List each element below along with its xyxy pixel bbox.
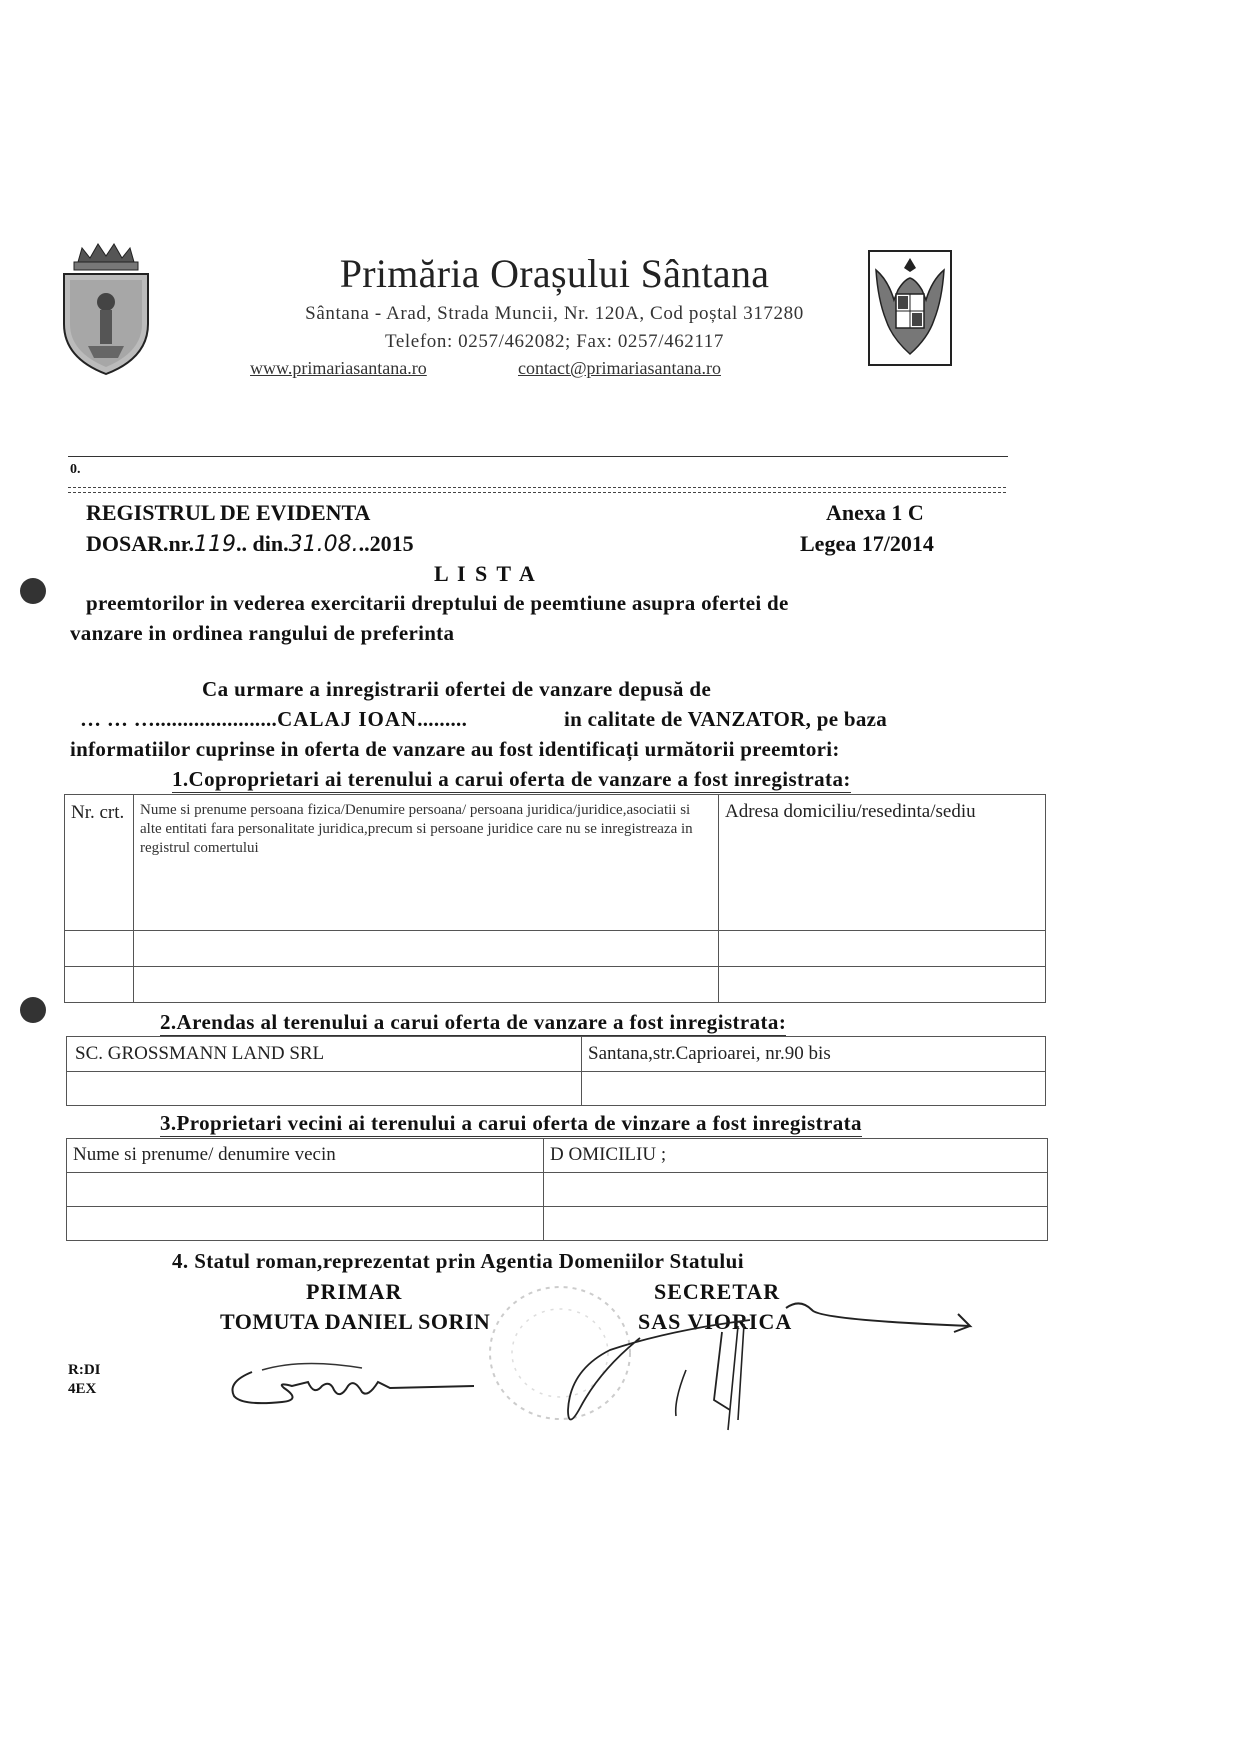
section4-title: 4. Statul roman,reprezentat prin Agentia Domeniilor Statului: [172, 1249, 744, 1273]
intro-dots: … … …......................: [80, 707, 278, 731]
coowners-row1-name: [134, 931, 719, 967]
coowners-header-name: Nume si prenume persoana fizica/Denumire persoana/ persoana juridica/juridice,asociatii si alte entitati fara personalitate juridica,precum si persoane juridice care nu se inregistreaza in registrul comertului: [134, 795, 719, 931]
document-subtitle-line2: vanzare in ordinea rangului de preferinta: [70, 621, 455, 645]
double-divider: [68, 487, 1006, 493]
coowners-row1-nr: [65, 931, 134, 967]
secretary-role: SECRETAR: [654, 1279, 781, 1304]
section3-title: 3.Proprietari vecini ai terenului a carui oferta de vinzare a fost inregistrata: [160, 1111, 862, 1135]
coowners-header-nr: Nr. crt.: [65, 795, 134, 931]
institution-phone-fax: Telefon: 0257/462082; Fax: 0257/462117: [385, 331, 724, 352]
institution-address: Sântana - Arad, Strada Muncii, Nr. 120A, Cod poștal 317280: [305, 303, 804, 324]
institution-email[interactable]: contact@primariasantana.ro: [518, 358, 721, 378]
tenant-table: [66, 1036, 1046, 1106]
neighbors-header-name: Nume si prenume/ denumire vecin: [67, 1139, 544, 1173]
law-label: Legea 17/2014: [800, 531, 934, 556]
dossier-prefix: DOSAR.nr.: [86, 531, 194, 556]
punch-hole-top: [20, 578, 46, 604]
header-divider: [68, 456, 1008, 457]
secretary-name: SAS VIORICA: [638, 1309, 793, 1334]
secretary-signature-icon: [550, 1290, 980, 1440]
mayor-name: TOMUTA DANIEL SORIN: [220, 1309, 491, 1334]
intro-role: in calitate de VANZATOR, pe baza: [564, 707, 888, 731]
mayor-signature-icon: [222, 1352, 482, 1422]
coowners-row2-address: [719, 967, 1046, 1003]
dossier-line: [86, 531, 414, 557]
intro-line3: informatiilor cuprinse in oferta de vanzare au fost identificați următorii preemtori:: [70, 737, 840, 761]
tenant-row2-name: [67, 1072, 582, 1106]
mayor-role: PRIMAR: [306, 1279, 403, 1304]
punch-hole-bottom: [20, 997, 46, 1023]
footer-ref-rdi: R:DI: [68, 1362, 101, 1378]
neighbors-row2-name: [67, 1207, 544, 1241]
section2-title: 2.Arendas al terenului a carui oferta de vanzare a fost inregistrata:: [160, 1010, 787, 1034]
section1-title: 1.Coproprietari ai terenului a carui oferta de vanzare a fost inregistrata:: [172, 767, 851, 791]
dossier-mid: .. din.: [236, 531, 289, 556]
footer-ref-copies: 4EX: [68, 1381, 97, 1397]
intro-dots-after: .........: [417, 707, 468, 731]
neighbors-header-address: D OMICILIU ;: [544, 1139, 1048, 1173]
document-subtitle-line1: preemtorilor in vederea exercitarii dreptului de peemtiune asupra ofertei de: [86, 591, 789, 615]
neighbors-row2-address: [544, 1207, 1048, 1241]
register-title: REGISTRUL DE EVIDENTA: [86, 500, 371, 525]
neighbors-row1-name: [67, 1173, 544, 1207]
dossier-date: 31.08.: [288, 532, 359, 557]
intro-line2: [80, 707, 467, 732]
coowners-row1-address: [719, 931, 1046, 967]
institution-website[interactable]: www.primariasantana.ro: [250, 358, 427, 378]
coowners-row2-name: [134, 967, 719, 1003]
document-title: L I S T A: [434, 561, 537, 586]
coowners-table: [64, 794, 1046, 1003]
zero-label: 0.: [70, 462, 81, 477]
institution-title: Primăria Orașului Sântana: [339, 251, 770, 296]
seller-name: CALAJ IOAN: [277, 707, 418, 731]
intro-line1: Ca urmare a inregistrarii ofertei de vanzare depusă de: [202, 677, 712, 701]
tenant-address: Santana,str.Caprioarei, nr.90 bis: [582, 1037, 1046, 1072]
dossier-year: ..2015: [358, 531, 414, 556]
dossier-number: 119: [194, 532, 236, 557]
annex-label: Anexa 1 C: [826, 500, 924, 525]
coowners-header-address: Adresa domiciliu/resedinta/sediu: [719, 795, 1046, 931]
coowners-row2-nr: [65, 967, 134, 1003]
neighbors-table: [66, 1138, 1048, 1241]
tenant-name: SC. GROSSMANN LAND SRL: [67, 1037, 582, 1072]
neighbors-row1-address: [544, 1173, 1048, 1207]
tenant-row2-address: [582, 1072, 1046, 1106]
